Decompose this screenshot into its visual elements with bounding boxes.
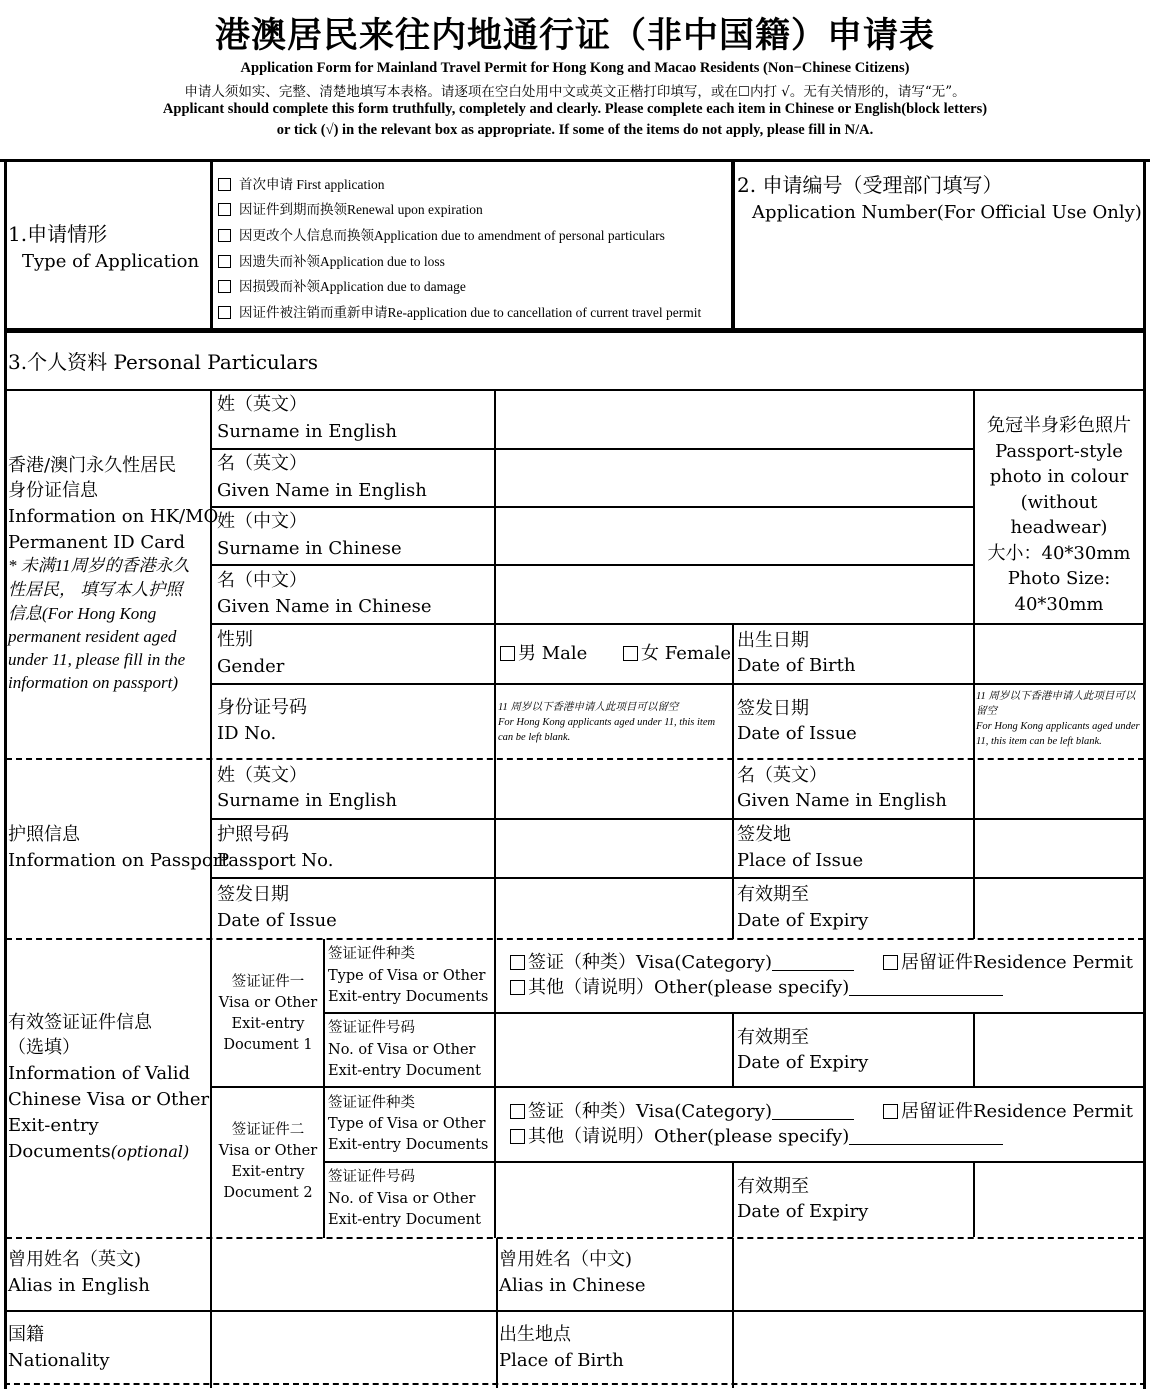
visa2-type-label-b: Type of Visa or Other <box>328 1116 486 1132</box>
passport-number-label-en: Passport No. <box>217 850 334 871</box>
divider <box>324 1012 1144 1014</box>
visa-group-label-6: Documents(optional) <box>8 1141 190 1162</box>
visa1-option-other[interactable]: 其他（请说明）Other(please specify) <box>510 975 1003 1001</box>
application-number-field[interactable] <box>737 240 1141 326</box>
divider <box>211 448 974 450</box>
nationality-field[interactable] <box>213 1313 495 1381</box>
right-border <box>1143 161 1146 1389</box>
visa2-option-visa[interactable]: 签证（种类）Visa(Category) <box>510 1099 854 1125</box>
passport-issue-field[interactable] <box>497 880 731 937</box>
id-group-note-1: * 未满11周岁的香港永久 <box>8 556 190 575</box>
checkbox[interactable] <box>623 646 638 661</box>
alias-en-label-en: Alias in English <box>8 1275 150 1296</box>
divider <box>732 1238 734 1388</box>
checkbox[interactable] <box>218 306 231 319</box>
given-en-label-en: Given Name in English <box>217 480 427 501</box>
visa2-number-field[interactable] <box>497 1164 731 1236</box>
visa-doc2-label-c: Exit-entry <box>231 1164 305 1180</box>
passport-issue-label-zh: 签发日期 <box>217 884 289 905</box>
checkbox[interactable] <box>218 178 231 191</box>
visa2-type-label-c: Exit-entry Documents <box>328 1137 489 1153</box>
divider <box>496 1238 498 1388</box>
photo-size-zh: 大小：40*30mm <box>987 542 1131 564</box>
visa1-type-label-b: Type of Visa or Other <box>328 968 486 984</box>
divider <box>973 390 975 939</box>
alias-en-label-zh: 曾用姓名（英文) <box>8 1249 142 1270</box>
visa1-expiry-field[interactable] <box>976 1015 1142 1085</box>
visa1-number-field[interactable] <box>497 1015 731 1085</box>
visa2-no-label-b: No. of Visa or Other <box>328 1191 476 1207</box>
instructions-english-line-1: Applicant should complete this form truthfully, completely and clearly. Please complete each item in Chinese or English(block letters) <box>162 101 988 117</box>
birthplace-label-zh: 出生地点 <box>499 1324 571 1345</box>
visa-group-label-2: （选填） <box>8 1037 80 1058</box>
nationality-label-en: Nationality <box>8 1350 110 1371</box>
visa1-expiry-label-en: Date of Expiry <box>737 1052 869 1073</box>
visa2-no-label-c: Exit-entry Document <box>328 1212 481 1228</box>
issue-date-note[interactable]: 11 周岁以下香港申请人此项目可以留空 For Hong Kong applicants aged under 11, this item can be left blank. <box>976 691 1140 747</box>
checkbox[interactable] <box>218 280 231 293</box>
passport-place-label-zh: 签发地 <box>737 824 791 845</box>
id-no-label-zh: 身份证号码 <box>217 697 307 718</box>
divider <box>324 1161 1144 1163</box>
visa-group-label-3: Information of Valid <box>8 1063 191 1084</box>
visa1-type-label-c: Exit-entry Documents <box>328 989 489 1005</box>
passport-surname-label-zh: 姓（英文） <box>217 765 307 786</box>
alias-en-field[interactable] <box>213 1240 495 1309</box>
surname-en-label-en: Surname in English <box>217 421 397 442</box>
visa-doc2-label-b: Visa or Other <box>218 1143 318 1159</box>
id-group-note-4: permanent resident aged <box>8 627 177 646</box>
given-en-label-zh: 名（英文） <box>217 453 307 474</box>
divider <box>6 1310 1144 1312</box>
visa2-option-other[interactable]: 其他（请说明）Other(please specify) <box>510 1124 1003 1150</box>
given-en-field[interactable] <box>497 451 972 505</box>
birthplace-field[interactable] <box>735 1313 1143 1381</box>
visa-doc1-label-d: Document 1 <box>223 1037 313 1053</box>
passport-given-label-en: Given Name in English <box>737 790 947 811</box>
passport-given-label-zh: 名（英文） <box>737 765 827 786</box>
id-group-note-5: under 11, please fill in the <box>8 650 186 669</box>
passport-group-label-en: Information on Passport <box>8 850 229 871</box>
alias-zh-label-zh: 曾用姓名（中文) <box>499 1249 633 1270</box>
dashed-divider <box>4 1383 1146 1385</box>
photo-label-zh: 免冠半身彩色照片 <box>987 415 1131 436</box>
passport-surname-field[interactable] <box>497 761 731 817</box>
checkbox[interactable] <box>510 980 525 995</box>
visa2-expiry-label-en: Date of Expiry <box>737 1201 869 1222</box>
top-border <box>0 159 1150 162</box>
form-title-english: Application Form for Mainland Travel Permit for Hong Kong and Macao Residents (Non−Chinese Citizens) <box>240 60 910 76</box>
section1-label-en: Type of Application <box>22 251 200 272</box>
id-group-label-1: 香港/澳门永久性居民 <box>8 455 177 476</box>
dob-field[interactable] <box>976 626 1142 682</box>
visa2-option-residence[interactable]: 居留证件Residence Permit <box>883 1099 1133 1125</box>
gender-label-en: Gender <box>217 656 285 677</box>
visa-group-label-1: 有效签证证件信息 <box>8 1012 152 1033</box>
given-zh-label-zh: 名（中文） <box>217 570 307 591</box>
id-group-note-2: 性居民， 填写本人护照 <box>8 580 183 599</box>
passport-place-field[interactable] <box>976 821 1142 876</box>
id-group-label-3: Information on HK/MO <box>8 506 219 527</box>
visa-doc1-label-a: 签证证件一 <box>231 974 305 990</box>
id-group-label-2: 身份证信息 <box>8 480 98 501</box>
checkbox[interactable] <box>510 955 525 970</box>
divider <box>211 683 1144 685</box>
dob-label-en: Date of Birth <box>737 655 856 676</box>
visa-group-label-5: Exit-entry <box>8 1115 99 1136</box>
divider <box>211 506 974 508</box>
checkbox[interactable] <box>883 1104 898 1119</box>
section1-label-zh: 1.申请情形 <box>8 222 108 246</box>
checkbox[interactable] <box>218 255 231 268</box>
checkbox[interactable] <box>218 229 231 242</box>
checkbox[interactable] <box>510 1104 525 1119</box>
visa1-option-visa[interactable]: 签证（种类）Visa(Category) <box>510 950 854 976</box>
option-amendment[interactable]: 因更改个人信息而换领Application due to amendment of personal particulars <box>218 226 665 246</box>
checkbox[interactable] <box>218 203 231 216</box>
dashed-divider <box>6 1237 1144 1239</box>
passport-group-label-zh: 护照信息 <box>8 824 80 845</box>
visa1-type-label-a: 签证证件种类 <box>328 946 415 962</box>
given-zh-field[interactable] <box>497 568 972 622</box>
gender-label-zh: 性别 <box>217 629 253 650</box>
photo-size-en-2: 40*30mm <box>1014 593 1104 615</box>
alias-zh-label-en: Alias in Chinese <box>499 1275 646 1296</box>
nationality-label-zh: 国籍 <box>8 1324 44 1345</box>
given-zh-label-en: Given Name in Chinese <box>217 596 432 617</box>
id-group-label-4: Permanent ID Card <box>8 532 186 553</box>
surname-zh-field[interactable] <box>497 509 972 563</box>
visa1-expiry-label-zh: 有效期至 <box>737 1027 809 1048</box>
divider <box>973 1012 975 1086</box>
visa1-option-residence[interactable]: 居留证件Residence Permit <box>883 950 1133 976</box>
divider <box>973 1161 975 1237</box>
instructions-chinese: 申请人须如实、完整、清楚地填写本表格。请逐项在空白处用中文或英文正楷打印填写，或在☐内打 √。无有关情形的，请写“无”。 <box>184 84 966 100</box>
visa2-expiry-field[interactable] <box>976 1164 1142 1236</box>
alias-zh-field[interactable] <box>735 1240 1143 1309</box>
passport-expiry-field[interactable] <box>976 880 1142 937</box>
visa2-type-label-a: 签证证件种类 <box>328 1095 415 1111</box>
divider <box>211 818 1144 820</box>
birthplace-label-en: Place of Birth <box>499 1350 624 1371</box>
divider <box>732 623 734 939</box>
divider <box>211 1086 1144 1088</box>
surname-en-field[interactable] <box>497 392 972 447</box>
surname-zh-label-en: Surname in Chinese <box>217 538 402 559</box>
issue-date-label-en: Date of Issue <box>737 723 857 744</box>
photo-area[interactable] <box>976 413 1142 617</box>
divider <box>731 161 735 331</box>
dashed-divider <box>6 938 1144 940</box>
surname-zh-label-zh: 姓（中文） <box>217 511 307 532</box>
divider <box>732 1012 734 1086</box>
divider <box>494 390 496 1238</box>
surname-en-label-zh: 姓（英文） <box>217 394 307 415</box>
left-border <box>4 161 7 1389</box>
visa1-no-label-a: 签证证件号码 <box>328 1020 415 1036</box>
passport-issue-label-en: Date of Issue <box>217 910 337 931</box>
divider <box>211 877 1144 879</box>
checkbox[interactable] <box>500 646 515 661</box>
option-renewal[interactable]: 因证件到期而换领Renewal upon expiration <box>218 200 483 220</box>
section2-label-en: Application Number(For Official Use Only) <box>752 202 1142 223</box>
divider <box>210 161 213 331</box>
visa1-no-label-b: No. of Visa or Other <box>328 1042 476 1058</box>
passport-number-label-zh: 护照号码 <box>217 824 289 845</box>
passport-number-field[interactable] <box>497 821 731 876</box>
instructions-english-line-2: or tick (√) in the relevant box as appropriate. If some of the items do not apply, please fill in N/A. <box>276 122 874 138</box>
visa-doc1-label-c: Exit-entry <box>231 1016 305 1032</box>
divider <box>211 623 1144 625</box>
option-loss[interactable]: 因遗失而补领Application due to loss <box>218 252 445 272</box>
form-title-chinese: 港澳居民来往内地通行证（非中国籍）申请表 <box>214 15 935 56</box>
id-no-label-en: ID No. <box>217 723 277 744</box>
section-border <box>4 328 1146 333</box>
id-no-note[interactable]: 11 周岁以下香港申请人此项目可以留空 For Hong Kong applicants aged under 11, this item can be left blank. <box>498 702 716 743</box>
option-damage[interactable]: 因损毁而补领Application due to damage <box>218 277 466 297</box>
dashed-divider <box>6 758 1144 760</box>
photo-label-en: Passport-style photo in colour (without headwear) <box>989 440 1129 538</box>
passport-surname-label-en: Surname in English <box>217 790 397 811</box>
option-reapplication[interactable]: 因证件被注销而重新申请Re-application due to cancellation of current travel permit <box>218 303 701 323</box>
id-group-note-6: information on passport) <box>8 673 179 692</box>
passport-given-field[interactable] <box>976 761 1142 817</box>
visa-doc2-label-d: Document 2 <box>223 1185 313 1201</box>
photo-size-en-1: Photo Size: <box>1007 568 1111 589</box>
checkbox[interactable] <box>510 1129 525 1144</box>
issue-date-label-zh: 签发日期 <box>737 698 809 719</box>
visa-group-label-4: Chinese Visa or Other <box>8 1089 210 1110</box>
gender-male-option[interactable]: 男 Male <box>500 641 587 667</box>
id-group-note-3: 信息(For Hong Kong <box>8 604 157 623</box>
section3-label: 3.个人资料 Personal Particulars <box>8 350 318 374</box>
visa2-no-label-a: 签证证件号码 <box>328 1169 415 1185</box>
divider <box>732 1161 734 1237</box>
passport-expiry-label-zh: 有效期至 <box>737 884 809 905</box>
dob-label-zh: 出生日期 <box>737 630 809 651</box>
divider <box>211 564 974 566</box>
visa-doc2-label-a: 签证证件二 <box>231 1122 305 1138</box>
passport-place-label-en: Place of Issue <box>737 850 864 871</box>
gender-female-option[interactable]: 女 Female <box>623 641 731 667</box>
visa1-no-label-c: Exit-entry Document <box>328 1063 481 1079</box>
passport-expiry-label-en: Date of Expiry <box>737 910 869 931</box>
option-first-application[interactable]: 首次申请 First application <box>218 175 385 195</box>
checkbox[interactable] <box>883 955 898 970</box>
visa2-expiry-label-zh: 有效期至 <box>737 1176 809 1197</box>
visa-doc1-label-b: Visa or Other <box>218 995 318 1011</box>
section2-label-zh: 2. 申请编号（受理部门填写） <box>737 173 1003 197</box>
